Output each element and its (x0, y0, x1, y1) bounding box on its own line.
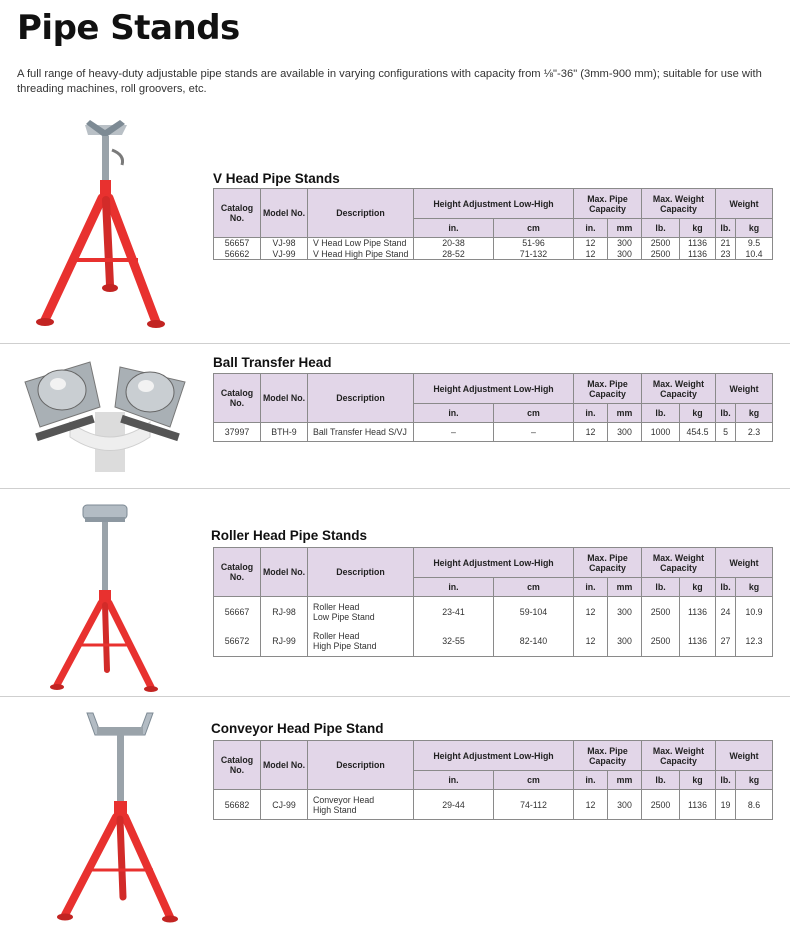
header-cm: cm (494, 578, 574, 597)
header-kg: kg (680, 578, 716, 597)
header-lb: lb. (642, 219, 680, 238)
height-cm-cell: 51-96 (494, 238, 574, 249)
weight-kg-cell: 9.5 (736, 238, 773, 249)
capacity-lb-cell: 2500 (642, 790, 680, 820)
capacity-lb-cell: 2500 (642, 238, 680, 249)
catalog-cell: 56667 (214, 597, 261, 627)
v-head-pipe-stand-image (30, 110, 180, 335)
capacity-kg-cell: 1136 (680, 627, 716, 657)
header-mm: mm (608, 404, 642, 423)
capacity-kg-cell: 1136 (680, 249, 716, 260)
header-weight: Weight (716, 189, 773, 219)
header-kg: kg (736, 404, 773, 423)
header-in: in. (414, 771, 494, 790)
header-kg: kg (736, 578, 773, 597)
header-lb: lb. (642, 404, 680, 423)
header-kg: kg (736, 771, 773, 790)
header-lb: lb. (716, 219, 736, 238)
capacity-lb-cell: 2500 (642, 249, 680, 260)
catalog-cell: 56682 (214, 790, 261, 820)
table-row (214, 790, 773, 820)
header-description: Description (308, 741, 414, 790)
header-cm: cm (494, 219, 574, 238)
conveyor-head-pipe-stand-image (25, 705, 185, 930)
header-lb: lb. (716, 578, 736, 597)
header-max-weight-capacity: Max. Weight Capacity (642, 741, 716, 771)
pipe-in-cell: 12 (574, 790, 608, 820)
height-in-cell: 28-52 (414, 249, 494, 260)
description-line: Low Pipe Stand (313, 611, 375, 622)
header-lb: lb. (716, 404, 736, 423)
spec-table-roller-head (213, 547, 773, 657)
pipe-in-cell: 12 (574, 597, 608, 627)
header-max-pipe-capacity: Max. Pipe Capacity (574, 548, 642, 578)
section-title-conveyor-head: Conveyor Head Pipe Stand (211, 721, 384, 736)
model-cell: BTH-9 (261, 423, 308, 442)
header-description: Description (308, 189, 414, 238)
header-model: Model No. (261, 189, 308, 238)
weight-kg-cell: 12.3 (736, 627, 773, 657)
capacity-kg-cell: 1136 (680, 597, 716, 627)
description-cell (308, 627, 414, 657)
height-in-cell: 29-44 (414, 790, 494, 820)
header-height-adjustment: Height Adjustment Low-High (414, 741, 574, 771)
header-lb: lb. (716, 771, 736, 790)
height-cm-cell: – (494, 423, 574, 442)
section-title-ball-transfer: Ball Transfer Head (213, 355, 332, 370)
header-lb: lb. (642, 578, 680, 597)
weight-lb-cell: 21 (716, 238, 736, 249)
spec-table-conveyor-head (213, 740, 773, 820)
header-max-weight-capacity: Max. Weight Capacity (642, 189, 716, 219)
header-mm: mm (608, 578, 642, 597)
ball-transfer-head-image (20, 352, 190, 472)
weight-kg-cell: 2.3 (736, 423, 773, 442)
roller-head-pipe-stand-image (35, 495, 175, 695)
spec-table-v-head (213, 188, 773, 260)
header-model: Model No. (261, 741, 308, 790)
header-kg: kg (680, 219, 716, 238)
weight-lb-cell: 24 (716, 597, 736, 627)
catalog-cell: 56657 (214, 238, 261, 249)
header-max-pipe-capacity: Max. Pipe Capacity (574, 374, 642, 404)
height-cm-cell: 82-140 (494, 627, 574, 657)
section-divider (0, 343, 790, 344)
pipe-in-cell: 12 (574, 249, 608, 260)
height-in-cell: 20-38 (414, 238, 494, 249)
header-in: in. (574, 771, 608, 790)
description-cell: V Head High Pipe Stand (308, 249, 414, 260)
header-height-adjustment: Height Adjustment Low-High (414, 548, 574, 578)
height-cm-cell: 71-132 (494, 249, 574, 260)
model-cell: RJ-99 (261, 627, 308, 657)
header-mm: mm (608, 219, 642, 238)
weight-kg-cell: 10.4 (736, 249, 773, 260)
header-max-pipe-capacity: Max. Pipe Capacity (574, 189, 642, 219)
header-in: in. (574, 404, 608, 423)
header-in: in. (414, 219, 494, 238)
description-line: High Pipe Stand (313, 641, 377, 652)
table-row (214, 238, 773, 249)
description-cell (308, 597, 414, 627)
weight-lb-cell: 19 (716, 790, 736, 820)
pipe-mm-cell: 300 (608, 423, 642, 442)
pipe-in-cell: 12 (574, 238, 608, 249)
header-mm: mm (608, 771, 642, 790)
description-cell (308, 790, 414, 820)
capacity-kg-cell: 1136 (680, 238, 716, 249)
header-height-adjustment: Height Adjustment Low-High (414, 374, 574, 404)
description-line: Conveyor Head (313, 794, 375, 805)
weight-lb-cell: 5 (716, 423, 736, 442)
header-description: Description (308, 548, 414, 597)
weight-kg-cell: 10.9 (736, 597, 773, 627)
model-cell: VJ-99 (261, 249, 308, 260)
description-cell: V Head Low Pipe Stand (308, 238, 414, 249)
header-weight: Weight (716, 374, 773, 404)
header-cm: cm (494, 404, 574, 423)
spec-table-ball-transfer (213, 373, 773, 442)
pipe-mm-cell: 300 (608, 249, 642, 260)
height-cm-cell: 74-112 (494, 790, 574, 820)
header-model: Model No. (261, 374, 308, 423)
header-kg: kg (680, 404, 716, 423)
catalog-cell: 56672 (214, 627, 261, 657)
header-lb: lb. (642, 771, 680, 790)
header-model: Model No. (261, 548, 308, 597)
height-in-cell: – (414, 423, 494, 442)
table-row (214, 597, 773, 627)
header-max-pipe-capacity: Max. Pipe Capacity (574, 741, 642, 771)
page-title: Pipe Stands (17, 8, 240, 48)
section-divider (0, 488, 790, 489)
table-row (214, 423, 773, 442)
header-catalog: Catalog No. (214, 189, 261, 238)
model-cell: RJ-98 (261, 597, 308, 627)
capacity-kg-cell: 1136 (680, 790, 716, 820)
section-divider (0, 696, 790, 697)
capacity-lb-cell: 2500 (642, 597, 680, 627)
description-line: Roller Head (313, 601, 360, 612)
pipe-mm-cell: 300 (608, 238, 642, 249)
header-in: in. (414, 404, 494, 423)
model-cell: VJ-98 (261, 238, 308, 249)
header-in: in. (574, 578, 608, 597)
description-line: Roller Head (313, 631, 360, 642)
capacity-kg-cell: 454.5 (680, 423, 716, 442)
capacity-lb-cell: 1000 (642, 423, 680, 442)
pipe-in-cell: 12 (574, 627, 608, 657)
pipe-in-cell: 12 (574, 423, 608, 442)
weight-kg-cell: 8.6 (736, 790, 773, 820)
pipe-mm-cell: 300 (608, 790, 642, 820)
weight-lb-cell: 27 (716, 627, 736, 657)
height-in-cell: 23-41 (414, 597, 494, 627)
pipe-mm-cell: 300 (608, 597, 642, 627)
height-cm-cell: 59-104 (494, 597, 574, 627)
table-row (214, 627, 773, 657)
header-weight: Weight (716, 741, 773, 771)
model-cell: CJ-99 (261, 790, 308, 820)
description-cell: Ball Transfer Head S/VJ (308, 423, 414, 442)
header-description: Description (308, 374, 414, 423)
header-in: in. (414, 578, 494, 597)
header-max-weight-capacity: Max. Weight Capacity (642, 548, 716, 578)
capacity-lb-cell: 2500 (642, 627, 680, 657)
section-title-v-head: V Head Pipe Stands (213, 171, 340, 186)
intro-text: A full range of heavy-duty adjustable pipe stands are available in varying configurations with capacity from ⅛"-36" (3mm-900 mm); suitable for use with threading machines, roll groovers, etc. (17, 68, 762, 95)
description-line: High Stand (313, 804, 357, 815)
header-catalog: Catalog No. (214, 374, 261, 423)
pipe-mm-cell: 300 (608, 627, 642, 657)
header-height-adjustment: Height Adjustment Low-High (414, 189, 574, 219)
catalog-cell: 37997 (214, 423, 261, 442)
header-weight: Weight (716, 548, 773, 578)
catalog-cell: 56662 (214, 249, 261, 260)
weight-lb-cell: 23 (716, 249, 736, 260)
header-kg: kg (736, 219, 773, 238)
header-catalog: Catalog No. (214, 741, 261, 790)
header-cm: cm (494, 771, 574, 790)
header-catalog: Catalog No. (214, 548, 261, 597)
header-kg: kg (680, 771, 716, 790)
header-max-weight-capacity: Max. Weight Capacity (642, 374, 716, 404)
section-title-roller-head: Roller Head Pipe Stands (211, 528, 368, 543)
height-in-cell: 32-55 (414, 627, 494, 657)
table-row (214, 249, 773, 260)
header-in: in. (574, 219, 608, 238)
